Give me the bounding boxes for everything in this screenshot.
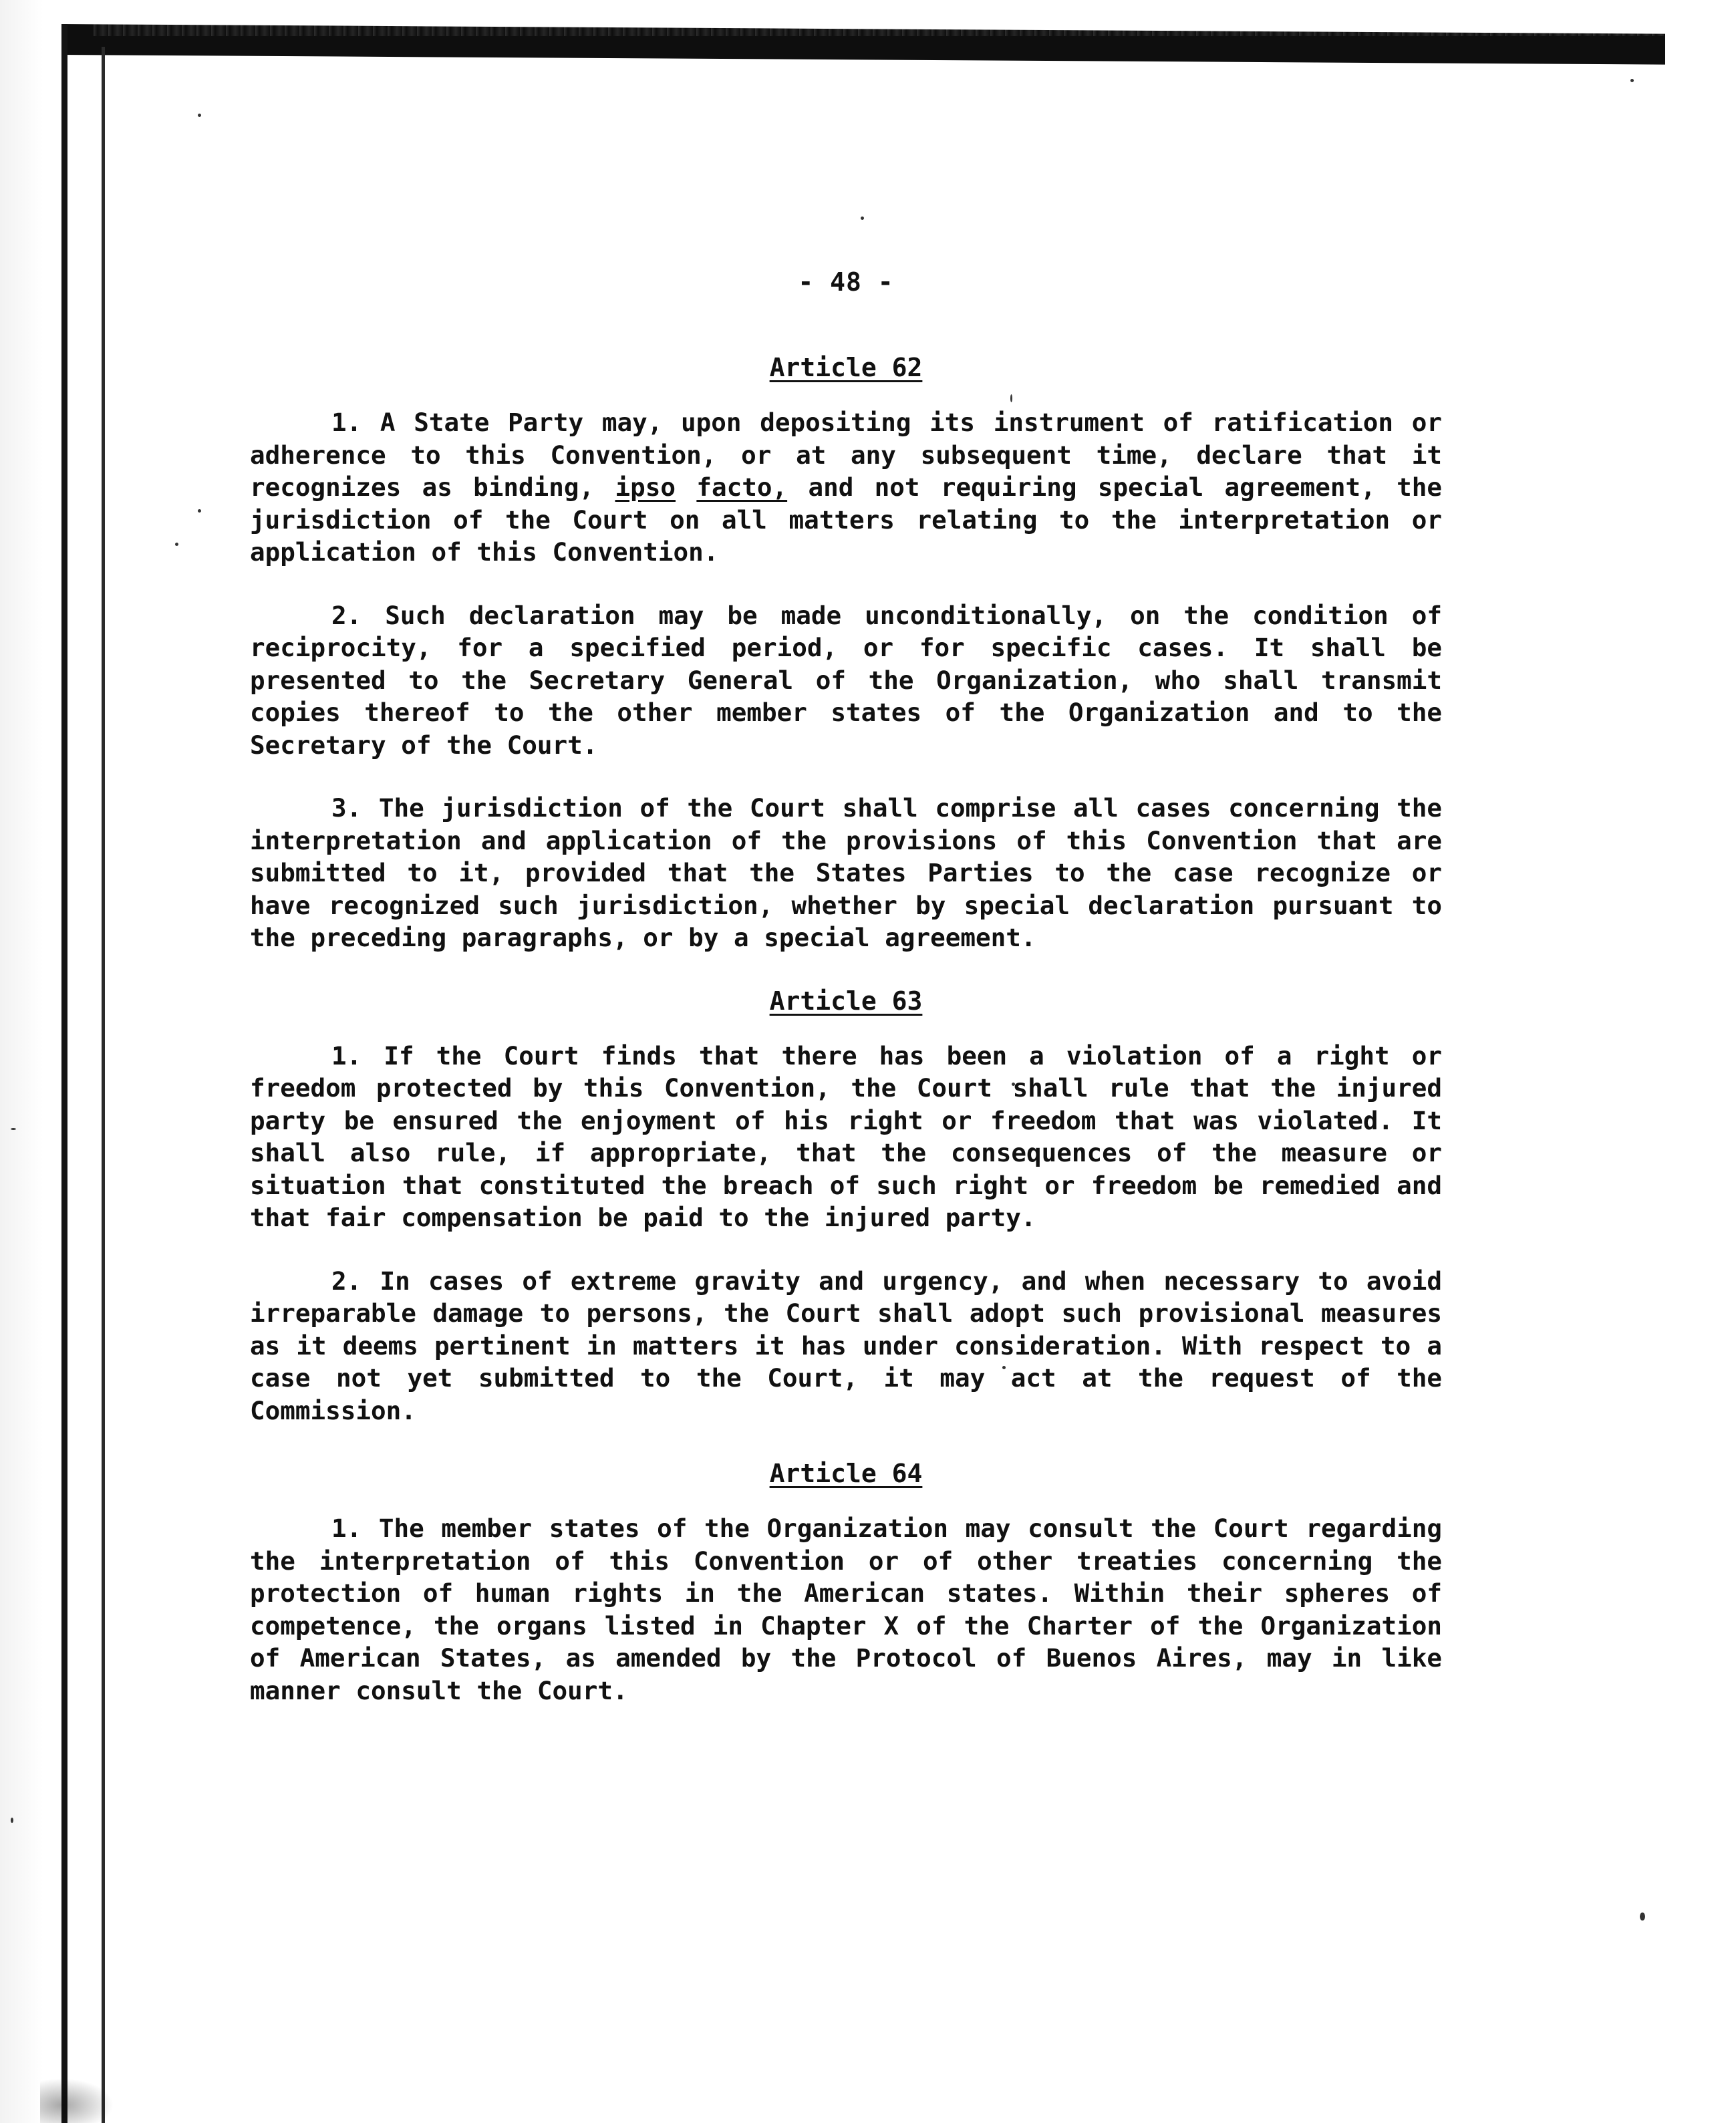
article-64 [250, 1457, 1442, 1707]
article-heading: Article 64 [769, 1459, 923, 1488]
scan-speck [11, 1818, 13, 1823]
article-62 [250, 351, 1442, 954]
scan-speck [1630, 79, 1634, 82]
article-paragraph: 1. The member states of the Organization may consult the Court regarding the interpretation of this Convention or of other treaties concerning the protection of human rights in the American states. Within their spheres of competence, the organs listed in Chapter X of the Charter of the Organization of American States, as amended by the Protocol of Buenos Aires, may in like manner consult the Court. [250, 1514, 1442, 1705]
article-paragraph: 1. If the Court finds that there has been a violation of a right or freedom protected by this Convention, the Court shall rule that the injured party be ensured the enjoyment of his right or freedom that was violated. It shall also rule, if appropriate, that the consequences of the measure or situation that constituted the breach of such right or freedom be remedied and that fair compensation be paid to the injured party. [250, 1040, 1442, 1232]
scan-speck [1640, 1913, 1645, 1921]
scan-speck [198, 114, 201, 117]
scan-speck [861, 217, 864, 220]
article-paragraph: 2. In cases of extreme gravity and urgency, and when necessary to avoid irreparable damage to persons, the Court shall adopt such provisional measures as it deems pertinent in matters it has under consideration. With respect to a case not yet submitted to the Court, it may act at the request of the Commission. [250, 1266, 1442, 1425]
scan-inner-border [102, 47, 105, 2123]
scan-smudge [40, 2078, 114, 2123]
paragraph-text: and not requiring special agreement, the jurisdiction of the Court on all matters relating to the interpretation or application of this Convention. [250, 472, 1442, 567]
article-paragraph: 2. Such declaration may be made unconditionally, on the condition of reciprocity, for a specified period, or for specific cases. It shall be presented to the Secretary General of the Organization, who shall transmit copies thereof to the other member states of the Organization and to the Secretary of the Court. [250, 600, 1442, 760]
scan-speck [11, 1128, 16, 1130]
italic-term-ipso: ipso [615, 472, 676, 502]
article-paragraph: 3. The jurisdiction of the Court shall comprise all cases concerning the interpretation and application of the provisions of this Convention that are submitted to it, provided that the States Parties to the case recognize or have recognized such jurisdiction, whether by special declaration pursuant to the preceding paragraphs, or by a special agreement. [250, 793, 1442, 952]
page-margin [0, 0, 61, 2123]
article-63 [250, 985, 1442, 1427]
page-number: - 48 - [798, 267, 894, 297]
paragraph-text [676, 472, 696, 502]
scan-left-border [61, 24, 67, 2123]
paragraph-text: 1. A State Party may, upon depositing its instrument of ratification or adherence to this Convention, or at any subsequent time, declare that it recognizes as binding, [250, 408, 1442, 502]
document-page [250, 267, 1442, 1737]
italic-term-facto: facto, [696, 472, 788, 502]
scan-speck [175, 543, 178, 546]
article-heading: Article 62 [769, 353, 923, 382]
scan-top-border-texture [94, 19, 1664, 36]
article-paragraph [250, 406, 1442, 569]
article-heading: Article 63 [769, 986, 923, 1016]
scan-speck [198, 509, 201, 513]
